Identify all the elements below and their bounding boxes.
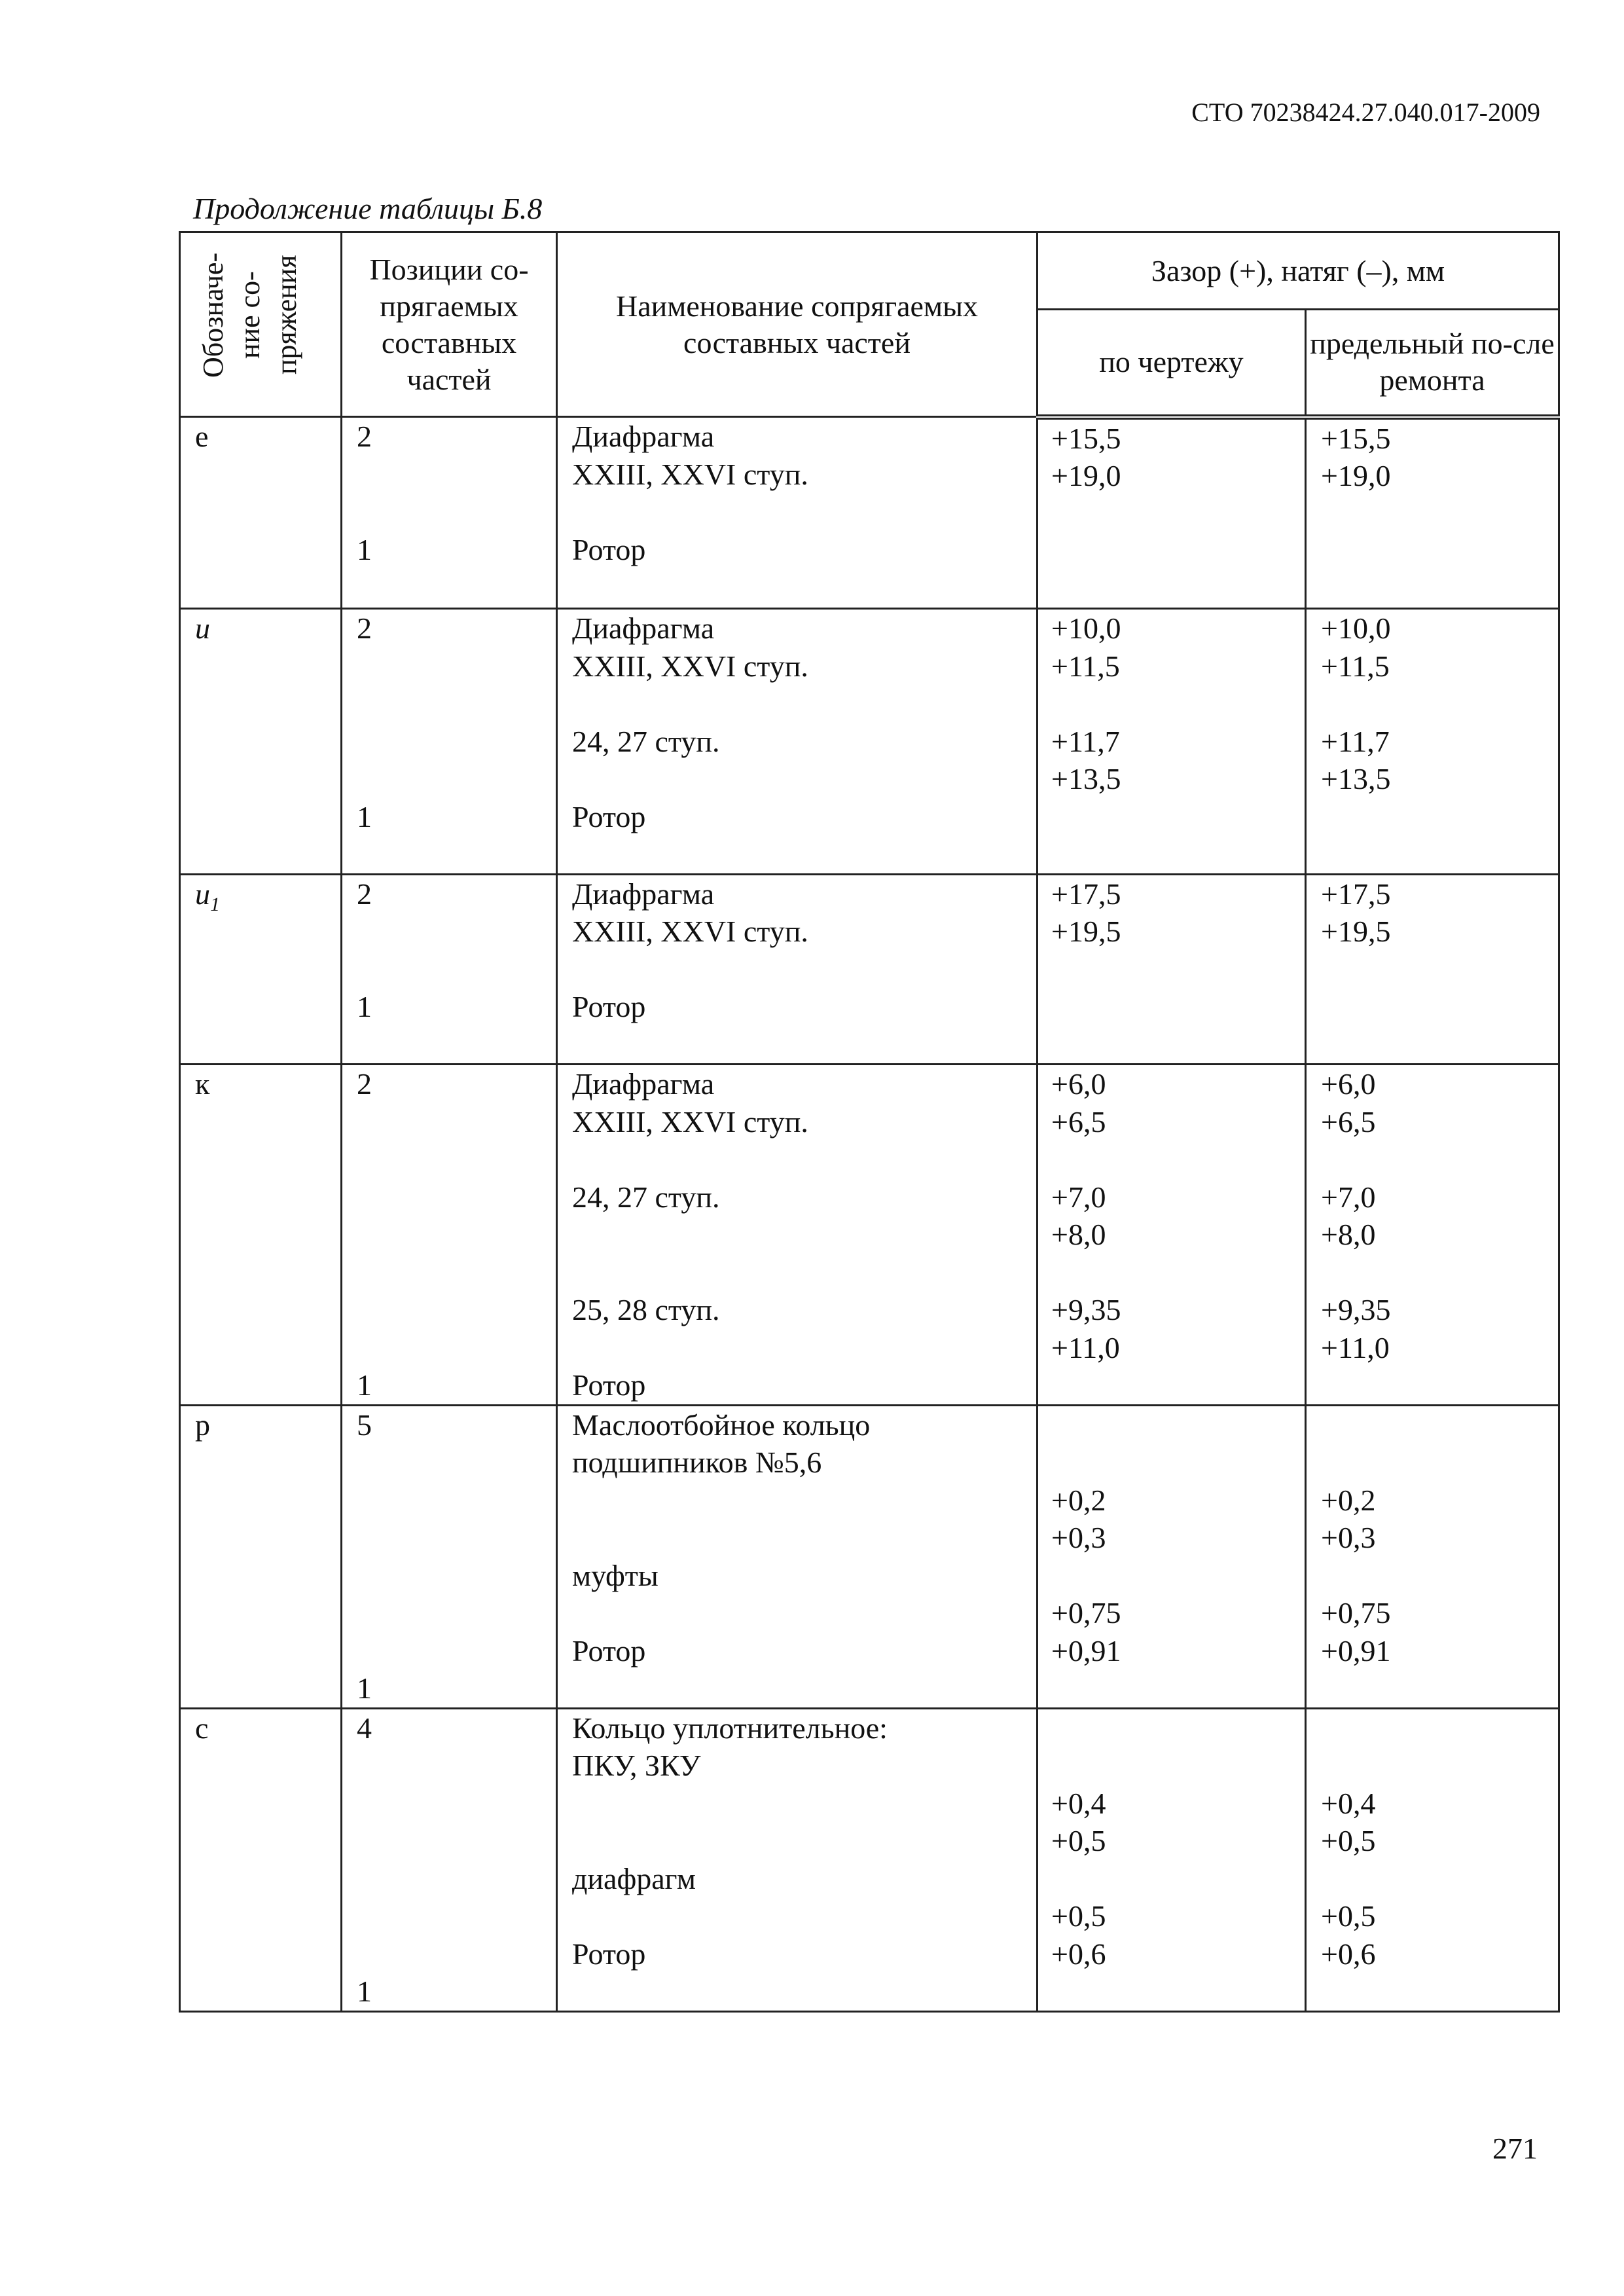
- limit-value-line: [1307, 1557, 1558, 1595]
- limit-value-line: [1307, 1669, 1558, 1707]
- drawing-value-line: +9,35: [1051, 1293, 1121, 1326]
- part-name-line: [558, 951, 1036, 989]
- limit-value-line: +9,35: [1321, 1293, 1391, 1326]
- limit-value-line: +0,91: [1321, 1633, 1391, 1667]
- drawing-value-line: +0,91: [1051, 1633, 1121, 1667]
- drawing-value-line: +13,5: [1051, 762, 1121, 795]
- position-line: [342, 1444, 556, 1482]
- limit-value-line: +19,5: [1321, 915, 1391, 948]
- limit-value-line: +0,5: [1321, 1824, 1376, 1857]
- position-line: [342, 913, 556, 951]
- position-line: 1: [357, 1975, 372, 2008]
- designation-code: и: [195, 877, 210, 911]
- limit-value-line: [1307, 570, 1558, 608]
- limit-value-line: [1307, 1254, 1558, 1292]
- limit-value-line: +0,2: [1321, 1483, 1376, 1517]
- part-name-line: Маслоотбойное кольцо: [572, 1408, 871, 1442]
- position-line: [342, 1747, 556, 1785]
- position-line: [342, 1329, 556, 1367]
- drawing-value-line: [1038, 1026, 1305, 1064]
- limit-value-line: +0,6: [1321, 1937, 1376, 1971]
- limit-value-line: [1307, 1747, 1558, 1785]
- part-name-line: ПКУ, ЗКУ: [572, 1749, 701, 1782]
- position-line: [342, 1519, 556, 1557]
- designation-subscript: 1: [210, 893, 220, 915]
- position-line: [342, 1103, 556, 1141]
- part-name-cell: [557, 609, 1038, 875]
- drawing-value-line: [1038, 1140, 1305, 1178]
- position-line: [342, 1785, 556, 1823]
- part-name-line: [558, 1822, 1036, 1860]
- drawing-value-line: [1038, 570, 1305, 608]
- position-line: 1: [357, 990, 372, 1023]
- drawing-value-line: +15,5: [1051, 421, 1121, 455]
- position-line: [342, 1935, 556, 1973]
- table-row: [180, 417, 1559, 609]
- position-line: [342, 1482, 556, 1520]
- limit-value-line: +10,0: [1321, 611, 1391, 645]
- drawing-value-line: [1038, 532, 1305, 570]
- drawing-value-line: +8,0: [1051, 1218, 1106, 1251]
- limit-value-line: [1307, 532, 1558, 570]
- drawing-value-line: [1038, 951, 1305, 989]
- limit-value-line: +11,7: [1321, 724, 1390, 758]
- page-number: 271: [1492, 2132, 1538, 2165]
- limit-value-line: [1307, 1973, 1558, 2011]
- position-line: [342, 835, 556, 873]
- designation-code: р: [195, 1408, 210, 1442]
- drawing-value-line: +0,6: [1051, 1937, 1106, 1971]
- drawing-value-line: +6,5: [1051, 1104, 1106, 1139]
- position-line: 4: [357, 1711, 372, 1745]
- position-line: [342, 1860, 556, 1898]
- position-cell: [342, 1708, 557, 2011]
- designation-cell: [180, 417, 342, 609]
- drawing-value-line: +0,5: [1051, 1824, 1106, 1857]
- drawing-value-line: +0,4: [1051, 1786, 1106, 1820]
- position-line: [342, 723, 556, 761]
- part-name-line: Диафрагма: [572, 420, 715, 453]
- designation-code: к: [195, 1067, 210, 1101]
- drawing-value-line: +17,5: [1051, 877, 1121, 911]
- table-row: [180, 874, 1559, 1065]
- position-line: [342, 1140, 556, 1178]
- limit-value-line: +17,5: [1321, 877, 1391, 911]
- drawing-value-line: [1038, 1973, 1305, 2011]
- position-cell: [342, 1065, 557, 1406]
- limit-value-cell: [1306, 609, 1559, 875]
- limit-value-line: +8,0: [1321, 1218, 1376, 1251]
- limit-value-line: [1307, 495, 1558, 533]
- limit-value-line: +7,0: [1321, 1180, 1376, 1214]
- position-line: 2: [357, 420, 372, 453]
- position-cell: [342, 874, 557, 1065]
- drawing-value-line: [1038, 1860, 1305, 1898]
- part-name-line: муфты: [572, 1558, 659, 1592]
- part-name-line: Диафрагма: [572, 1067, 715, 1101]
- part-name-line: [558, 1140, 1036, 1178]
- limit-value-line: +0,4: [1321, 1786, 1376, 1820]
- position-line: 2: [357, 611, 372, 645]
- position-line: 2: [357, 1067, 372, 1101]
- drawing-value-line: +10,0: [1051, 611, 1121, 645]
- position-line: 1: [357, 1368, 372, 1402]
- limit-value-line: +6,5: [1321, 1104, 1376, 1139]
- position-line: 1: [357, 799, 372, 833]
- limit-value-line: +15,5: [1321, 421, 1391, 455]
- part-name-line: подшипников №5,6: [572, 1446, 822, 1479]
- position-cell: [342, 417, 557, 609]
- part-name-line: XXIII, XXVI ступ.: [572, 1104, 808, 1139]
- header-per-drawing: по чертежу: [1038, 310, 1306, 417]
- limit-value-line: [1307, 1140, 1558, 1178]
- designation-cell: [180, 1065, 342, 1406]
- part-name-line: [558, 1254, 1036, 1292]
- position-line: [342, 760, 556, 798]
- limit-value-line: [1307, 1860, 1558, 1898]
- drawing-value-line: [1038, 685, 1305, 723]
- header-designation: Обозначе-ние со-пряжения: [180, 232, 342, 417]
- designation-code: и: [195, 611, 210, 645]
- header-positions: Позиции со-прягаемых составных частей: [342, 232, 557, 417]
- drawing-value-line: [1038, 1254, 1305, 1292]
- drawing-value-cell: [1038, 1708, 1306, 2011]
- document-code: СТО 70238424.27.040.017-2009: [1191, 98, 1540, 127]
- drawing-value-line: [1038, 1709, 1305, 1747]
- part-name-line: диафрагм: [572, 1861, 696, 1895]
- drawing-value-cell: [1038, 874, 1306, 1065]
- part-name-line: [558, 835, 1036, 873]
- table-row: [180, 609, 1559, 875]
- designation-code: с: [195, 1711, 209, 1745]
- position-line: [342, 685, 556, 723]
- position-line: [342, 1632, 556, 1670]
- part-name-line: [558, 760, 1036, 798]
- table-row: [180, 1065, 1559, 1406]
- drawing-value-cell: [1038, 417, 1306, 609]
- position-line: [342, 568, 556, 606]
- table-caption: Продолжение таблицы Б.8: [193, 192, 543, 225]
- designation-cell: [180, 874, 342, 1065]
- part-name-line: 24, 27 ступ.: [572, 724, 720, 758]
- limit-value-line: +19,0: [1321, 459, 1391, 492]
- part-name-line: [558, 1519, 1036, 1557]
- part-name-line: [558, 1973, 1036, 2011]
- drawing-value-line: [1038, 988, 1305, 1026]
- header-limit-after-repair: предельный по-сле ремонта: [1306, 310, 1559, 417]
- limit-value-line: [1307, 798, 1558, 836]
- header-clearance-group: Зазор (+), натяг (–), мм: [1038, 232, 1559, 310]
- drawing-value-cell: [1038, 1405, 1306, 1708]
- limit-value-cell: [1306, 417, 1559, 609]
- position-line: 1: [357, 1671, 372, 1705]
- part-name-line: Ротор: [572, 1937, 646, 1971]
- drawing-value-cell: [1038, 609, 1306, 875]
- part-name-line: [558, 1594, 1036, 1632]
- drawing-value-line: +0,2: [1051, 1483, 1106, 1517]
- drawing-value-line: +6,0: [1051, 1067, 1106, 1101]
- position-line: [342, 1254, 556, 1292]
- drawing-value-line: [1038, 798, 1305, 836]
- part-name-cell: [557, 1708, 1038, 2011]
- part-name-cell: [557, 417, 1038, 609]
- position-line: 1: [357, 532, 372, 566]
- limit-value-line: [1307, 1406, 1558, 1444]
- limit-value-line: +0,3: [1321, 1521, 1376, 1554]
- limit-value-line: +13,5: [1321, 762, 1391, 795]
- part-name-line: [558, 1669, 1036, 1707]
- part-name-line: XXIII, XXVI ступ.: [572, 457, 808, 491]
- part-name-line: 24, 27 ступ.: [572, 1180, 720, 1214]
- drawing-value-line: +0,75: [1051, 1596, 1121, 1630]
- designation-cell: [180, 609, 342, 875]
- position-line: [342, 951, 556, 989]
- position-line: [342, 493, 556, 531]
- part-name-line: [558, 1785, 1036, 1823]
- drawing-value-line: [1038, 495, 1305, 533]
- part-name-line: [558, 493, 1036, 531]
- part-name-line: [558, 1026, 1036, 1064]
- part-name-line: [558, 568, 1036, 606]
- position-line: [342, 1291, 556, 1329]
- part-name-cell: [557, 874, 1038, 1065]
- limit-value-cell: [1306, 1708, 1559, 2011]
- part-name-line: [558, 1482, 1036, 1520]
- limit-value-cell: [1306, 1065, 1559, 1406]
- part-name-line: Ротор: [572, 799, 646, 833]
- drawing-value-line: [1038, 1444, 1305, 1482]
- position-line: [342, 1822, 556, 1860]
- designation-cell: [180, 1405, 342, 1708]
- limit-value-line: [1307, 1444, 1558, 1482]
- table-row: [180, 1405, 1559, 1708]
- drawing-value-line: +0,3: [1051, 1521, 1106, 1554]
- limit-value-cell: [1306, 1405, 1559, 1708]
- limit-value-line: [1307, 685, 1558, 723]
- drawing-value-line: +0,5: [1051, 1899, 1106, 1933]
- part-name-line: XXIII, XXVI ступ.: [572, 649, 808, 683]
- drawing-value-line: +11,0: [1051, 1330, 1120, 1364]
- part-name-line: [558, 685, 1036, 723]
- part-name-line: 25, 28 ступ.: [572, 1293, 720, 1326]
- header-part-names: Наименование сопрягаемых составных частей: [557, 232, 1038, 417]
- designation-cell: [180, 1708, 342, 2011]
- drawing-value-line: [1038, 1669, 1305, 1707]
- position-line: [342, 1594, 556, 1632]
- drawing-value-line: [1038, 1557, 1305, 1595]
- position-line: [342, 647, 556, 685]
- position-line: [342, 456, 556, 494]
- position-line: [342, 1026, 556, 1064]
- limit-value-line: +0,5: [1321, 1899, 1376, 1933]
- part-name-line: XXIII, XXVI ступ.: [572, 915, 808, 948]
- part-name-line: [558, 1329, 1036, 1367]
- part-name-line: [558, 1897, 1036, 1935]
- limit-value-line: [1307, 1026, 1558, 1064]
- drawing-value-line: [1038, 1406, 1305, 1444]
- part-name-line: Кольцо уплотнительное:: [572, 1711, 888, 1745]
- part-name-cell: [557, 1405, 1038, 1708]
- position-cell: [342, 609, 557, 875]
- limit-value-line: [1307, 835, 1558, 873]
- table-row: [180, 1708, 1559, 2011]
- position-line: 2: [357, 877, 372, 911]
- limit-value-line: [1307, 1366, 1558, 1404]
- part-name-line: [558, 1216, 1036, 1254]
- drawing-value-line: [1038, 1366, 1305, 1404]
- drawing-value-line: +19,5: [1051, 915, 1121, 948]
- part-name-cell: [557, 1065, 1038, 1406]
- part-name-line: Диафрагма: [572, 877, 715, 911]
- drawing-value-line: +11,5: [1051, 649, 1120, 683]
- limit-value-line: [1307, 988, 1558, 1026]
- part-name-line: Ротор: [572, 990, 646, 1023]
- drawing-value-line: [1038, 1747, 1305, 1785]
- mating-parts-table: [179, 231, 1560, 2013]
- position-line: [342, 1216, 556, 1254]
- position-line: [342, 1897, 556, 1935]
- limit-value-cell: [1306, 874, 1559, 1065]
- part-name-line: Ротор: [572, 1633, 646, 1667]
- part-name-line: Ротор: [572, 532, 646, 566]
- drawing-value-line: +7,0: [1051, 1180, 1106, 1214]
- drawing-value-cell: [1038, 1065, 1306, 1406]
- drawing-value-line: +19,0: [1051, 459, 1121, 492]
- limit-value-line: +11,0: [1321, 1330, 1390, 1364]
- limit-value-line: [1307, 1709, 1558, 1747]
- part-name-line: Диафрагма: [572, 611, 715, 645]
- part-name-line: Ротор: [572, 1368, 646, 1402]
- drawing-value-line: [1038, 835, 1305, 873]
- position-line: [342, 1557, 556, 1595]
- limit-value-line: +0,75: [1321, 1596, 1391, 1630]
- position-line: [342, 1178, 556, 1216]
- designation-code: е: [195, 420, 209, 453]
- limit-value-line: [1307, 951, 1558, 989]
- drawing-value-line: +11,7: [1051, 724, 1120, 758]
- position-line: 5: [357, 1408, 372, 1442]
- limit-value-line: +11,5: [1321, 649, 1390, 683]
- limit-value-line: +6,0: [1321, 1067, 1376, 1101]
- position-cell: [342, 1405, 557, 1708]
